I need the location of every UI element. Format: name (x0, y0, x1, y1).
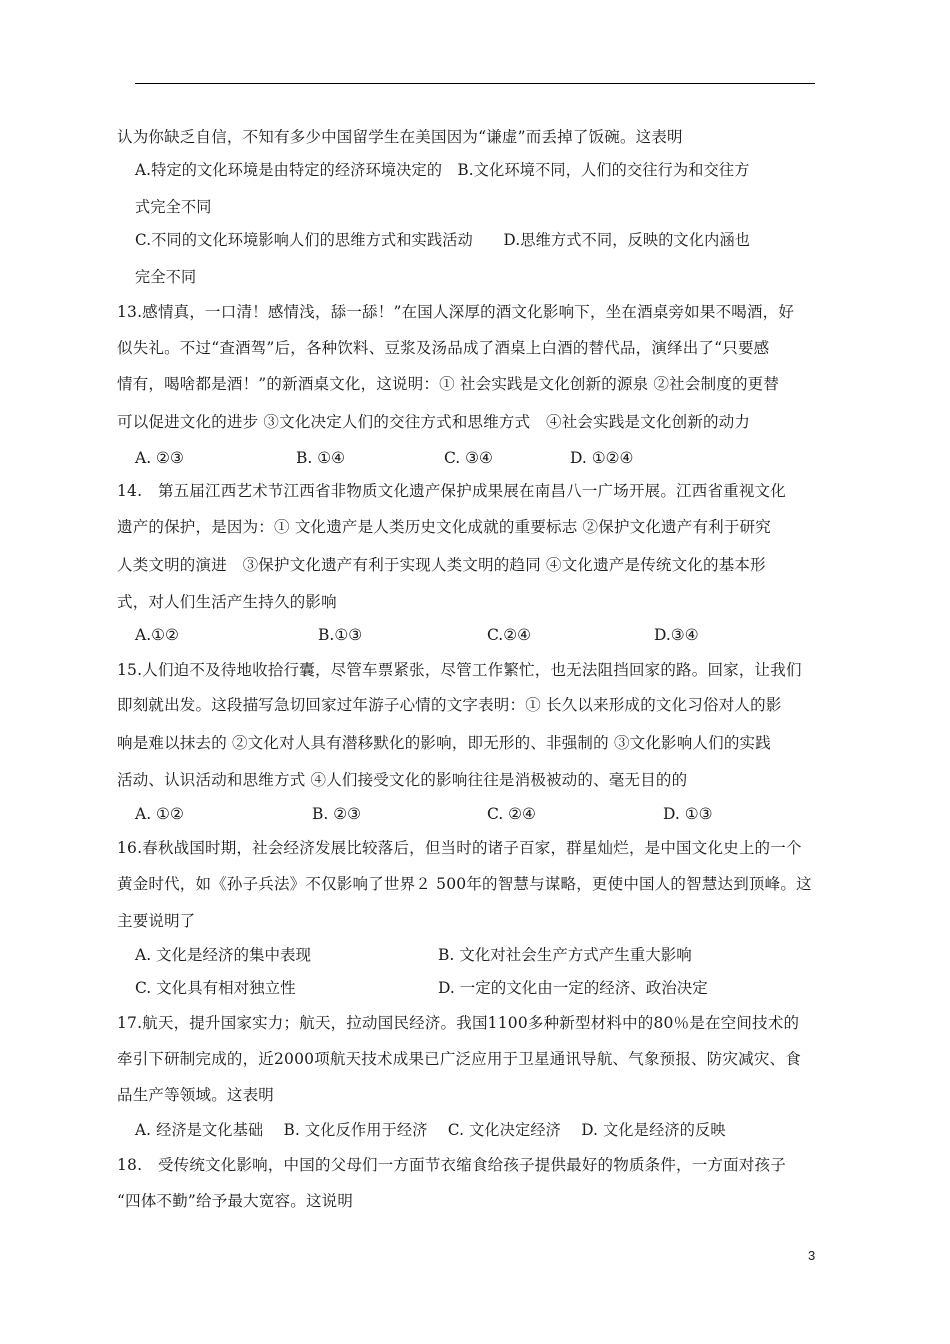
question-18: 18. 受传统文化影响，中国的父母们一方面节衣缩食给孩子提供最好的物质条件，一方面对孩子 (117, 1156, 786, 1174)
text-line: 黄金时代，如《孙子兵法》不仅影响了世界２ 500年的智慧与谋略，更使中国人的智慧达到顶峰。这 (117, 875, 812, 893)
question-17-options: A. 经济是文化基础 B. 文化反作用于经济 C. 文化决定经济 D. 文化是经济的反映 (135, 1121, 726, 1139)
option-a: A. ②③ (135, 449, 184, 467)
text-line: “四体不勤”给予最大宽容。这说明 (117, 1192, 354, 1210)
option-a: A. 文化是经济的集中表现 (135, 946, 312, 964)
text-line: 即刻就出发。这段描写急切回家过年游子心情的文字表明：① 长久以来形成的文化习俗对人的影 (117, 696, 782, 714)
text-line: A.特定的文化环境是由特定的经济环境决定的 B.文化环境不同，人们的交往行为和交往方 (135, 161, 750, 179)
question-14: 14. 第五届江西艺术节江西省非物质文化遗产保护成果展在南昌八一广场开展。江西省重视文化 (117, 482, 786, 500)
text-line: 牵引下研制完成的，近2000项航天技术成果已广泛应用于卫星通讯导航、气象预报、防灾减灾、食 (117, 1050, 801, 1068)
option-c: C. ③④ (444, 449, 493, 467)
option-d: D.③④ (654, 626, 699, 644)
option-d: D. ①②④ (570, 449, 634, 467)
question-17: 17.航天，提升国家实力；航天，拉动国民经济。我国1100多种新型材料中的80％是在空间技术的 (117, 1014, 800, 1032)
text-line: 完全不同 (135, 268, 197, 286)
option-b: B. ②③ (312, 805, 362, 823)
text-line: 人类文明的演进 ③保护文化遗产有利于实现人类文明的趋同 ④文化遗产是传统文化的基本形 (117, 556, 766, 574)
text-line: 品生产等领域。这表明 (117, 1086, 275, 1104)
page-number: 3 (808, 1248, 816, 1263)
text-line: 主要说明了 (117, 912, 196, 930)
text-line: 活动、认识活动和思维方式 ④人们接受文化的影响往往是消极被动的、毫无目的的 (117, 771, 688, 789)
text-line: 认为你缺乏自信，不知有多少中国留学生在美国因为“谦虚”而丢掉了饭碗。这表明 (117, 128, 683, 146)
text-line: 情有，喝啥都是酒！”的新酒桌文化，这说明：① 社会实践是文化创新的源泉 ②社会制度的更替 (117, 375, 780, 393)
option-a: A.①② (135, 626, 179, 644)
question-16: 16.春秋战国时期，社会经济发展比较落后，但当时的诸子百家，群星灿烂，是中国文化史上的一个 (117, 839, 802, 857)
question-13: 13.感情真，一口清！感情浅，舔一舔！”在国人深厚的酒文化影响下，坐在酒桌旁如果不喝酒，好 (117, 303, 795, 321)
text-line: C.不同的文化环境影响人们的思维方式和实践活动 D.思维方式不同，反映的文化内涵也 (135, 231, 751, 249)
option-c: C. ②④ (487, 805, 536, 823)
option-c: C. 文化具有相对独立性 (135, 979, 296, 997)
option-c: C.②④ (487, 626, 532, 644)
text-line: 遗产的保护，是因为：① 文化遗产是人类历史文化成就的重要标志 ②保护文化遗产有利于研究 (117, 518, 771, 536)
option-d: D. ①③ (663, 805, 713, 823)
option-a: A. ①② (135, 805, 184, 823)
option-b: B. 文化对社会生产方式产生重大影响 (438, 946, 692, 964)
question-15: 15.人们迫不及待地收拾行囊，尽管车票紧张，尽管工作繁忙，也无法阻挡回家的路。回家，让我们 (117, 661, 802, 679)
text-line: 式完全不同 (135, 198, 212, 216)
text-line: 可以促进文化的进步 ③文化决定人们的交往方式和思维方式 ④社会实践是文化创新的动力 (117, 413, 751, 431)
option-d: D. 一定的文化由一定的经济、政治决定 (438, 979, 708, 997)
header-rule (135, 83, 815, 84)
text-line: 似失礼。不过“查酒驾”后，各种饮料、豆浆及汤品成了酒桌上白酒的替代品，演绎出了“只要感 (117, 339, 770, 357)
text-line: 响是难以抹去的 ②文化对人具有潜移默化的影响，即无形的、非强制的 ③文化影响人们的实践 (117, 734, 771, 752)
text-line: 式，对人们生活产生持久的影响 (117, 593, 337, 611)
option-b: B. ①④ (296, 449, 346, 467)
option-b: B.①③ (318, 626, 363, 644)
